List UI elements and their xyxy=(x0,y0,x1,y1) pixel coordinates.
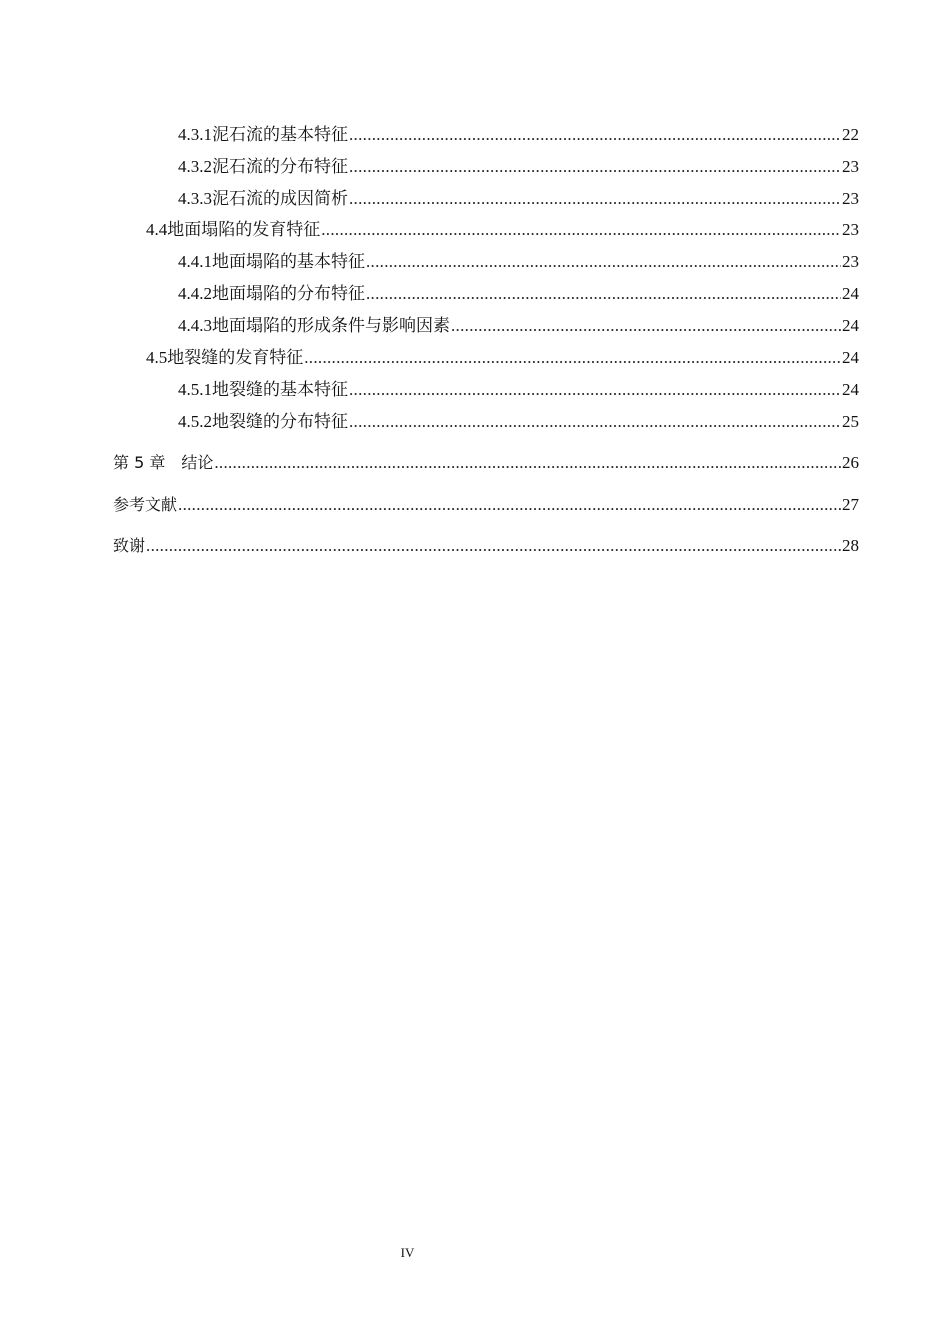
toc-dot-leader xyxy=(304,348,841,368)
toc-entry-title: 参考文献 xyxy=(113,495,178,514)
toc-entry-title: 地面塌陷的发育特征 xyxy=(167,220,321,239)
toc-entry-page: 23 xyxy=(842,189,859,208)
toc-entry-4-5-2[interactable] xyxy=(178,408,859,432)
toc-entry-title: 泥石流的分布特征 xyxy=(212,157,348,176)
toc-dot-leader xyxy=(178,495,841,515)
toc-entry-4-4-2[interactable] xyxy=(178,280,859,304)
toc-dot-leader xyxy=(349,157,841,177)
toc-entry-page: 23 xyxy=(842,157,859,176)
toc-entry-title: 地裂缝的发育特征 xyxy=(167,348,304,367)
toc-entry-chapter-5[interactable] xyxy=(113,449,859,473)
toc-dot-leader xyxy=(366,252,841,272)
toc-entry-title: 泥石流的基本特征 xyxy=(212,125,348,144)
toc-entry-title: 泥石流的成因简析 xyxy=(212,189,348,208)
toc-entry-title: 地面塌陷的形成条件与影响因素 xyxy=(212,316,450,335)
toc-entry-4-4-1[interactable] xyxy=(178,248,859,272)
toc-dot-leader xyxy=(321,220,841,240)
toc-entry-4-3-1[interactable] xyxy=(178,121,859,145)
toc-entry-title: 致谢 xyxy=(113,536,146,555)
toc-entry-page: 26 xyxy=(842,453,859,472)
toc-entry-page: 27 xyxy=(842,495,859,514)
toc-entry-4-4-3[interactable] xyxy=(178,312,859,336)
toc-entry-number: 4.4.1 xyxy=(178,252,212,271)
toc-entry-4-4[interactable] xyxy=(146,216,859,240)
toc-entry-title: 地裂缝的分布特征 xyxy=(212,412,348,431)
footer-page-number: IV xyxy=(400,1245,415,1260)
toc-entry-number: 4.4.3 xyxy=(178,316,212,335)
toc-entry-title: 第 5 章 结论 xyxy=(113,453,214,472)
toc-entry-number: 4.4 xyxy=(146,220,168,239)
toc-dot-leader xyxy=(349,412,841,432)
toc-entry-number: 4.5.2 xyxy=(178,412,212,431)
toc-entry-4-5-1[interactable] xyxy=(178,376,859,400)
toc-entry-number: 4.3.1 xyxy=(178,125,212,144)
toc-entry-page: 23 xyxy=(842,252,859,271)
toc-entry-page: 25 xyxy=(842,412,859,431)
toc-entry-number: 4.3.3 xyxy=(178,189,212,208)
toc-dot-leader xyxy=(349,125,841,145)
toc-dot-leader xyxy=(146,536,841,556)
toc-dot-leader xyxy=(349,380,841,400)
toc-entry-4-3-3[interactable] xyxy=(178,185,859,209)
toc-dot-leader xyxy=(214,453,841,473)
toc-entry-number: 4.3.2 xyxy=(178,157,212,176)
toc-entry-number: 4.4.2 xyxy=(178,284,212,303)
toc-entry-title: 地裂缝的基本特征 xyxy=(212,380,348,399)
toc-entry-acknowledgements[interactable] xyxy=(113,532,859,556)
toc-entry-title: 地面塌陷的分布特征 xyxy=(212,284,365,303)
toc-entry-page: 24 xyxy=(842,316,859,335)
toc-entry-number: 4.5.1 xyxy=(178,380,212,399)
toc-dot-leader xyxy=(451,316,841,336)
toc-dot-leader xyxy=(349,189,841,209)
toc-entry-page: 23 xyxy=(842,220,859,239)
toc-entry-page: 28 xyxy=(842,536,859,555)
toc-dot-leader xyxy=(366,284,841,304)
toc-entry-page: 22 xyxy=(842,125,859,144)
toc-entry-page: 24 xyxy=(842,284,859,303)
toc-entry-4-5[interactable] xyxy=(146,344,859,368)
toc-entry-title: 地面塌陷的基本特征 xyxy=(212,252,365,271)
toc-entry-4-3-2[interactable] xyxy=(178,153,859,177)
toc-entry-number: 4.5 xyxy=(146,348,168,367)
toc-entry-references[interactable] xyxy=(113,491,859,515)
toc-entry-page: 24 xyxy=(842,380,859,399)
toc-entry-page: 24 xyxy=(842,348,859,367)
